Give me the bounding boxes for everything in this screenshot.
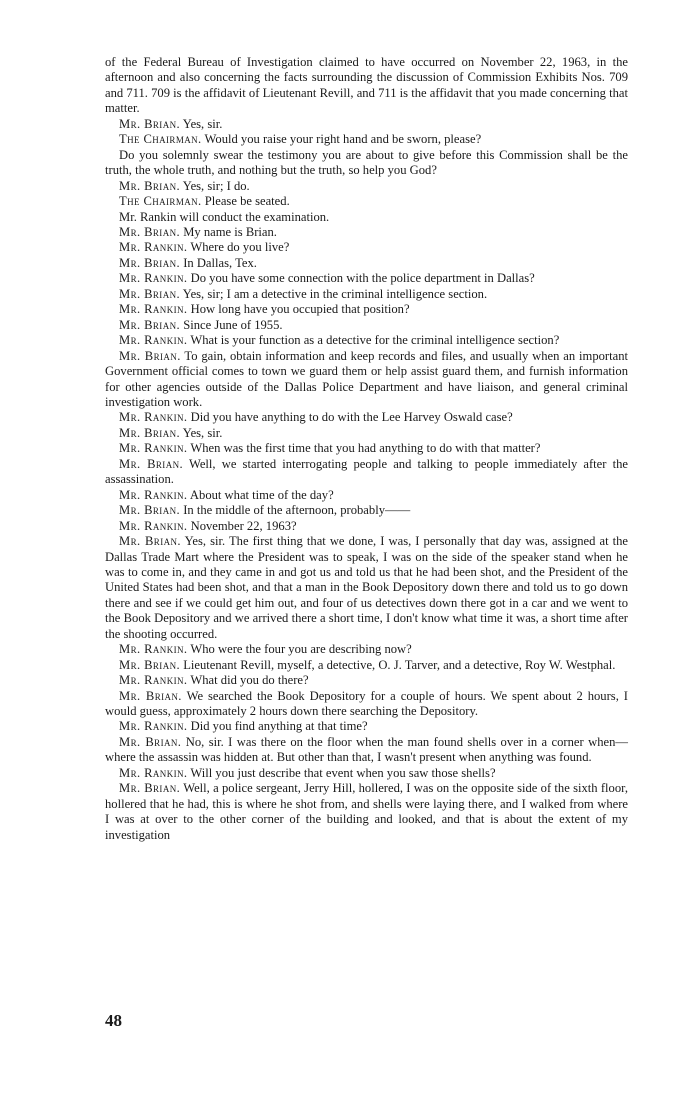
- transcript-paragraph: [105, 256, 628, 271]
- speaker-name: Mr. Brian.: [119, 348, 181, 363]
- speaker-name: Mr. Rankin.: [119, 487, 188, 502]
- transcript-paragraph: [105, 534, 628, 642]
- paragraph-text: No, sir. I was there on the floor when the man found shells over in a corner when—where the assassin was hidden at. But other than that, I wasn't present when anything was found.: [105, 734, 628, 765]
- paragraph-text: Do you solemnly swear the testimony you are about to give before this Commission shall be the truth, the whole truth, and nothing but the truth, so help you God?: [105, 147, 628, 178]
- speaker-name: Mr. Rankin.: [119, 441, 188, 456]
- paragraph-text: About what time of the day?: [189, 487, 334, 502]
- paragraph-text: When was the first time that you had anything to do with that matter?: [190, 441, 541, 456]
- transcript-paragraph: [105, 194, 628, 209]
- paragraph-text: Yes, sir.: [182, 116, 223, 131]
- paragraph-text: Lieutenant Revill, myself, a detective, O. J. Tarver, and a detective, Roy W. Westphal.: [183, 657, 616, 672]
- speaker-name: Mr. Rankin.: [119, 410, 188, 425]
- paragraph-text: Yes, sir; I do.: [182, 178, 250, 193]
- speaker-name: Mr. Brian.: [119, 534, 181, 549]
- speaker-name: The Chairman.: [119, 132, 202, 147]
- speaker-name: Mr. Brian.: [119, 224, 181, 239]
- transcript-paragraph: [105, 287, 628, 302]
- speaker-name: Mr. Brian.: [119, 255, 181, 270]
- speaker-name: Mr. Rankin.: [119, 765, 188, 780]
- transcript-paragraph: [105, 302, 628, 317]
- speaker-name: Mr. Rankin.: [119, 302, 188, 317]
- paragraph-text: Since June of 1955.: [183, 317, 283, 332]
- paragraph-text: Yes, sir.: [182, 425, 223, 440]
- transcript-paragraph: [105, 240, 628, 255]
- paragraph-text: We searched the Book Depository for a couple of hours. We spent about 2 hours, I would guess, approximately 2 hours down there searching the Depository.: [105, 688, 629, 719]
- transcript-paragraph: [105, 766, 628, 781]
- paragraph-text: Where do you live?: [190, 240, 290, 255]
- transcript-paragraph: [105, 148, 628, 179]
- transcript-paragraph: [105, 673, 628, 688]
- paragraph-text: Did you find anything at that time?: [190, 719, 368, 734]
- paragraph-text: Yes, sir. The first thing that we done, I was, I personally that day was, assigned at the Dallas Trade Mart where the President was to speak, I was on the side of the speaker stand when he was to come in, and they came in and got us and told us that he had been shot, and the President of the United States had been shot, and that a man in the Book Depository down there and told us to go down there and see if we could get him out, and four of us detectives down there got in a car and we went to the Book Depository and we arrived there a short time, I don't know what time it was, a short time after the shooting occurred.: [105, 534, 629, 641]
- transcript-paragraph: [105, 457, 628, 488]
- speaker-name: Mr. Rankin.: [119, 518, 188, 533]
- paragraph-text: Did you have anything to do with the Lee Harvey Oswald case?: [190, 410, 513, 425]
- transcript-paragraph: [105, 410, 628, 425]
- speaker-name: Mr. Brian.: [119, 317, 181, 332]
- transcript-paragraph: [105, 488, 628, 503]
- paragraph-text: Please be seated.: [204, 194, 290, 209]
- transcript-paragraph: [105, 781, 628, 843]
- transcript-paragraph: [105, 117, 628, 132]
- paragraph-text: Yes, sir; I am a detective in the criminal intelligence section.: [182, 286, 488, 301]
- paragraph-text: Will you just describe that event when you saw those shells?: [190, 765, 496, 780]
- transcript-paragraph: [105, 642, 628, 657]
- transcript-paragraph: [105, 503, 628, 518]
- paragraph-text: November 22, 1963?: [190, 518, 297, 533]
- speaker-name: Mr. Rankin.: [119, 719, 188, 734]
- speaker-name: Mr. Brian.: [119, 425, 181, 440]
- transcript-paragraph: [105, 441, 628, 456]
- transcript-paragraph: [105, 132, 628, 147]
- transcript-paragraph: [105, 519, 628, 534]
- transcript-paragraph: [105, 225, 628, 240]
- paragraph-text: of the Federal Bureau of Investigation claimed to have occurred on November 22, 1963, in the afternoon and also concerning the facts surrounding the discussion of Commission Exhibits Nos. 709 and 711. 709 is the affidavit of Lieutenant Revill, and 711 is the affidavit that you made concerning that matter.: [105, 55, 628, 116]
- speaker-name: Mr. Brian.: [119, 116, 181, 131]
- speaker-name: The Chairman.: [119, 194, 202, 209]
- transcript-paragraph: [105, 55, 628, 117]
- speaker-name: Mr. Brian.: [119, 503, 181, 518]
- paragraph-text: My name is Brian.: [183, 224, 277, 239]
- transcript-paragraph: [105, 318, 628, 333]
- speaker-name: Mr. Brian.: [119, 781, 181, 796]
- transcript-paragraph: [105, 210, 628, 225]
- speaker-name: Mr. Brian.: [119, 286, 181, 301]
- paragraph-text: In Dallas, Tex.: [183, 255, 257, 270]
- paragraph-text: Would you raise your right hand and be sworn, please?: [204, 132, 482, 147]
- paragraph-text: In the middle of the afternoon, probably——: [183, 503, 411, 518]
- transcript-paragraph: [105, 271, 628, 286]
- paragraph-text: What did you do there?: [190, 673, 309, 688]
- speaker-name: Mr. Brian.: [119, 657, 181, 672]
- speaker-name: Mr. Rankin.: [119, 673, 188, 688]
- speaker-name: Mr. Rankin.: [119, 271, 188, 286]
- speaker-name: Mr. Rankin.: [119, 642, 188, 657]
- paragraph-text: What is your function as a detective for the criminal intelligence section?: [190, 333, 560, 348]
- paragraph-text: Do you have some connection with the police department in Dallas?: [190, 271, 535, 286]
- page-number: 48: [105, 1011, 122, 1030]
- paragraph-text: To gain, obtain information and keep records and files, and usually when an important Government official comes to town we guard them or help assist guard them, and furnish information for other agencies outside of the Dallas Police Department and have liaison, and general criminal investigation work.: [105, 348, 628, 409]
- paragraph-text: Well, we started interrogating people and talking to people immediately after the assassination.: [105, 456, 628, 487]
- speaker-name: Mr. Brian.: [119, 178, 181, 193]
- transcript-paragraph: [105, 349, 628, 411]
- paragraph-text: Well, a police sergeant, Jerry Hill, hollered, I was on the opposite side of the sixth floor, hollered that he had, this is where he shot from, and shells were laying there, and I walked from where I was at over to the other corner of the building and looked, and that is about the extent of my investigation: [105, 781, 628, 842]
- transcript-paragraph: [105, 719, 628, 734]
- speaker-name: Mr. Rankin.: [119, 333, 188, 348]
- speaker-name: Mr. Brian.: [119, 688, 182, 703]
- transcript-paragraph: [105, 179, 628, 194]
- speaker-name: Mr. Brian.: [119, 456, 184, 471]
- paragraph-text: How long have you occupied that position?: [190, 302, 410, 317]
- transcript-paragraph: [105, 735, 628, 766]
- transcript-paragraph: [105, 426, 628, 441]
- paragraph-text: Mr. Rankin will conduct the examination.: [119, 209, 330, 224]
- transcript-body: [105, 55, 628, 843]
- speaker-name: Mr. Brian.: [119, 734, 182, 749]
- transcript-paragraph: [105, 333, 628, 348]
- speaker-name: Mr. Rankin.: [119, 240, 188, 255]
- transcript-paragraph: [105, 689, 628, 720]
- transcript-paragraph: [105, 658, 628, 673]
- paragraph-text: Who were the four you are describing now?: [190, 642, 412, 657]
